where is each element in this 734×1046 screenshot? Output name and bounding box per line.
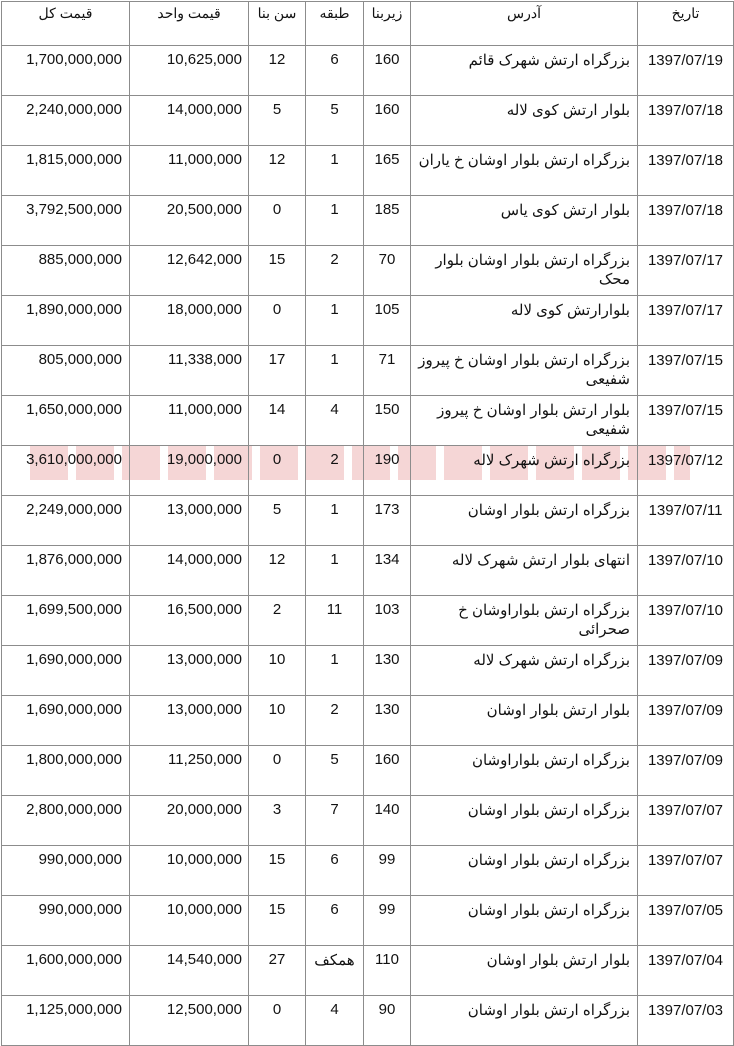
- cell-date: 1397/07/11: [638, 496, 734, 546]
- cell-floor: 7: [306, 796, 364, 846]
- price-table: [1, 1, 734, 1046]
- cell-unit-price: 19,000,000: [130, 446, 249, 496]
- cell-area: 150: [364, 396, 411, 446]
- cell-address: بزرگراه ارتش بلوار اوشان: [411, 896, 638, 946]
- cell-area: 71: [364, 346, 411, 396]
- cell-unit-price: 12,642,000: [130, 246, 249, 296]
- cell-building-age: 2: [249, 596, 306, 646]
- table-row: [2, 46, 734, 96]
- cell-date: 1397/07/15: [638, 346, 734, 396]
- cell-total-price: 1,600,000,000: [2, 946, 130, 996]
- cell-unit-price: 13,000,000: [130, 696, 249, 746]
- cell-floor: 6: [306, 846, 364, 896]
- cell-address: بزرگراه ارتش بلوار اوشان بلوار محک: [411, 246, 638, 296]
- cell-floor: 4: [306, 996, 364, 1046]
- cell-area: 160: [364, 46, 411, 96]
- cell-floor: 1: [306, 196, 364, 246]
- cell-date: 1397/07/17: [638, 246, 734, 296]
- cell-floor: 2: [306, 246, 364, 296]
- cell-area: 165: [364, 146, 411, 196]
- table-row: [2, 696, 734, 746]
- cell-area: 110: [364, 946, 411, 996]
- cell-total-price: 2,800,000,000: [2, 796, 130, 846]
- cell-address: بلوار ارتش کوی یاس: [411, 196, 638, 246]
- cell-unit-price: 11,338,000: [130, 346, 249, 396]
- cell-area: 134: [364, 546, 411, 596]
- cell-unit-price: 14,000,000: [130, 546, 249, 596]
- table-row: [2, 546, 734, 596]
- cell-area: 185: [364, 196, 411, 246]
- cell-date: 1397/07/10: [638, 546, 734, 596]
- cell-address: بلوار ارتش بلوار اوشان خ پیروز شفیعی: [411, 396, 638, 446]
- cell-address: بلوار ارتش بلوار اوشان: [411, 946, 638, 996]
- cell-floor: 2: [306, 696, 364, 746]
- cell-address: بزرگراه ارتش بلوار اوشان خ پیروز شفیعی: [411, 346, 638, 396]
- cell-unit-price: 13,000,000: [130, 646, 249, 696]
- cell-total-price: 990,000,000: [2, 896, 130, 946]
- cell-total-price: 2,249,000,000: [2, 496, 130, 546]
- cell-total-price: 1,876,000,000: [2, 546, 130, 596]
- cell-total-price: 1,699,500,000: [2, 596, 130, 646]
- cell-address: بلوارارتش کوی لاله: [411, 296, 638, 346]
- table-row: [2, 196, 734, 246]
- table-header-row: [2, 2, 734, 46]
- table-row: [2, 396, 734, 446]
- cell-total-price: 2,240,000,000: [2, 96, 130, 146]
- cell-address: بزرگراه ارتش بلواراوشان خ صحرائی: [411, 596, 638, 646]
- cell-building-age: 0: [249, 196, 306, 246]
- cell-building-age: 0: [249, 996, 306, 1046]
- cell-floor: 1: [306, 646, 364, 696]
- cell-unit-price: 13,000,000: [130, 496, 249, 546]
- cell-date: 1397/07/12: [638, 446, 734, 496]
- cell-date: 1397/07/18: [638, 146, 734, 196]
- cell-area: 160: [364, 746, 411, 796]
- cell-total-price: 1,700,000,000: [2, 46, 130, 96]
- cell-total-price: 3,610,000,000: [2, 446, 130, 496]
- cell-building-age: 0: [249, 446, 306, 496]
- cell-area: 103: [364, 596, 411, 646]
- cell-area: 105: [364, 296, 411, 346]
- cell-floor: 6: [306, 896, 364, 946]
- table-row: [2, 946, 734, 996]
- cell-total-price: 1,125,000,000: [2, 996, 130, 1046]
- cell-address: بلوار ارتش بلوار اوشان: [411, 696, 638, 746]
- cell-unit-price: 10,000,000: [130, 896, 249, 946]
- cell-total-price: 1,890,000,000: [2, 296, 130, 346]
- cell-building-age: 14: [249, 396, 306, 446]
- cell-building-age: 10: [249, 696, 306, 746]
- cell-total-price: 1,650,000,000: [2, 396, 130, 446]
- header-area: زیربنا: [364, 2, 411, 46]
- cell-address: بزرگراه ارتش بلوار اوشان: [411, 496, 638, 546]
- cell-date: 1397/07/10: [638, 596, 734, 646]
- cell-address: بزرگراه ارتش شهرک لاله: [411, 646, 638, 696]
- cell-unit-price: 14,540,000: [130, 946, 249, 996]
- header-unit-price: قیمت واحد: [130, 2, 249, 46]
- cell-address: بزرگراه ارتش بلوار اوشان: [411, 996, 638, 1046]
- cell-building-age: 5: [249, 96, 306, 146]
- cell-area: 90: [364, 996, 411, 1046]
- cell-date: 1397/07/04: [638, 946, 734, 996]
- cell-unit-price: 10,625,000: [130, 46, 249, 96]
- cell-unit-price: 11,250,000: [130, 746, 249, 796]
- cell-address: بزرگراه ارتش بلوار اوشان: [411, 846, 638, 896]
- table-row: [2, 596, 734, 646]
- cell-floor: همکف: [306, 946, 364, 996]
- cell-unit-price: 20,500,000: [130, 196, 249, 246]
- cell-date: 1397/07/09: [638, 746, 734, 796]
- cell-date: 1397/07/18: [638, 96, 734, 146]
- cell-floor: 11: [306, 596, 364, 646]
- cell-date: 1397/07/17: [638, 296, 734, 346]
- table-row: [2, 146, 734, 196]
- cell-address: بزرگراه ارتش بلوار اوشان: [411, 796, 638, 846]
- header-address: آدرس: [411, 2, 638, 46]
- cell-date: 1397/07/19: [638, 46, 734, 96]
- header-date: تاریخ: [638, 2, 734, 46]
- cell-unit-price: 18,000,000: [130, 296, 249, 346]
- table-row: [2, 996, 734, 1046]
- cell-building-age: 5: [249, 496, 306, 546]
- cell-total-price: 1,815,000,000: [2, 146, 130, 196]
- cell-floor: 1: [306, 346, 364, 396]
- cell-building-age: 27: [249, 946, 306, 996]
- cell-floor: 4: [306, 396, 364, 446]
- cell-building-age: 12: [249, 146, 306, 196]
- cell-address: انتهای بلوار ارتش شهرک لاله: [411, 546, 638, 596]
- cell-area: 99: [364, 846, 411, 896]
- cell-area: 140: [364, 796, 411, 846]
- cell-floor: 1: [306, 296, 364, 346]
- cell-total-price: 885,000,000: [2, 246, 130, 296]
- cell-building-age: 15: [249, 246, 306, 296]
- table-row: [2, 96, 734, 146]
- cell-address: بلوار ارتش کوی لاله: [411, 96, 638, 146]
- cell-unit-price: 20,000,000: [130, 796, 249, 846]
- cell-area: 160: [364, 96, 411, 146]
- header-building-age: سن بنا: [249, 2, 306, 46]
- table-row: [2, 896, 734, 946]
- table-row: [2, 296, 734, 346]
- cell-floor: 1: [306, 496, 364, 546]
- cell-floor: 5: [306, 746, 364, 796]
- table-row: [2, 646, 734, 696]
- cell-floor: 6: [306, 46, 364, 96]
- cell-floor: 2: [306, 446, 364, 496]
- cell-area: 70: [364, 246, 411, 296]
- cell-total-price: 805,000,000: [2, 346, 130, 396]
- cell-unit-price: 14,000,000: [130, 96, 249, 146]
- cell-unit-price: 11,000,000: [130, 396, 249, 446]
- cell-building-age: 0: [249, 296, 306, 346]
- table-row: [2, 796, 734, 846]
- cell-building-age: 3: [249, 796, 306, 846]
- cell-unit-price: 11,000,000: [130, 146, 249, 196]
- cell-building-age: 10: [249, 646, 306, 696]
- cell-area: 190: [364, 446, 411, 496]
- cell-date: 1397/07/09: [638, 696, 734, 746]
- cell-area: 130: [364, 696, 411, 746]
- header-total-price: قیمت کل: [2, 2, 130, 46]
- table-row: [2, 346, 734, 396]
- table-row: [2, 246, 734, 296]
- cell-address: بزرگراه ارتش بلوار اوشان خ یاران: [411, 146, 638, 196]
- cell-date: 1397/07/07: [638, 796, 734, 846]
- header-floor: طبقه: [306, 2, 364, 46]
- cell-building-age: 15: [249, 846, 306, 896]
- cell-building-age: 17: [249, 346, 306, 396]
- cell-unit-price: 10,000,000: [130, 846, 249, 896]
- cell-date: 1397/07/09: [638, 646, 734, 696]
- cell-date: 1397/07/18: [638, 196, 734, 246]
- cell-total-price: 1,800,000,000: [2, 746, 130, 796]
- cell-area: 99: [364, 896, 411, 946]
- cell-address: بزرگراه ارتش شهرک لاله: [411, 446, 638, 496]
- cell-area: 173: [364, 496, 411, 546]
- cell-date: 1397/07/15: [638, 396, 734, 446]
- cell-total-price: 3,792,500,000: [2, 196, 130, 246]
- table-row: [2, 496, 734, 546]
- cell-unit-price: 16,500,000: [130, 596, 249, 646]
- cell-address: بزرگراه ارتش بلواراوشان: [411, 746, 638, 796]
- table-row: [2, 846, 734, 896]
- cell-address: بزرگراه ارتش شهرک قائم: [411, 46, 638, 96]
- cell-total-price: 1,690,000,000: [2, 646, 130, 696]
- cell-date: 1397/07/03: [638, 996, 734, 1046]
- cell-date: 1397/07/07: [638, 846, 734, 896]
- cell-area: 130: [364, 646, 411, 696]
- cell-total-price: 990,000,000: [2, 846, 130, 896]
- cell-floor: 5: [306, 96, 364, 146]
- cell-building-age: 12: [249, 546, 306, 596]
- cell-date: 1397/07/05: [638, 896, 734, 946]
- cell-building-age: 12: [249, 46, 306, 96]
- cell-total-price: 1,690,000,000: [2, 696, 130, 746]
- cell-building-age: 0: [249, 746, 306, 796]
- cell-unit-price: 12,500,000: [130, 996, 249, 1046]
- table-row: [2, 746, 734, 796]
- cell-building-age: 15: [249, 896, 306, 946]
- cell-floor: 1: [306, 146, 364, 196]
- table-row: [2, 446, 734, 496]
- cell-floor: 1: [306, 546, 364, 596]
